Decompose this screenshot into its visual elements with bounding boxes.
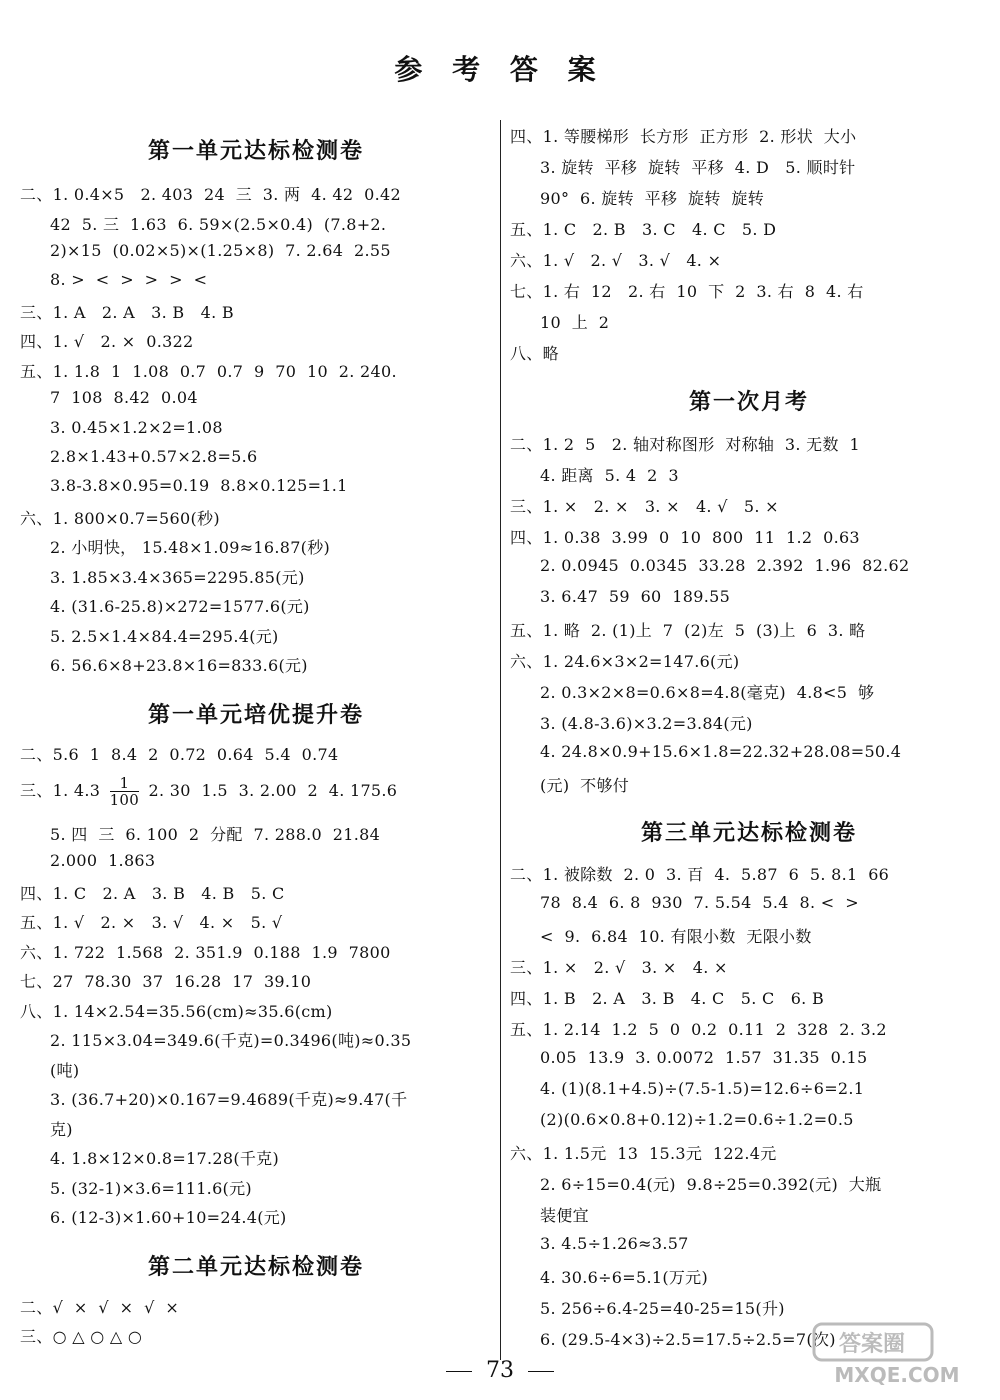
answer-line: 三、1. × 2. × 3. × 4. √ 5. × bbox=[510, 497, 779, 516]
answer-line: 2. 115×3.04=349.6(千克)=0.3496(吨)≈0.35 bbox=[50, 1031, 412, 1050]
answer-line: 2. 小明快， 15.48×1.09≈16.87(秒) bbox=[50, 538, 331, 557]
answer-line: 4. (31.6-25.8)×272=1577.6(元) bbox=[50, 597, 310, 616]
section-title: 第一次月考 bbox=[688, 390, 809, 415]
answer-line: 42 5. 三 1.63 6. 59×(2.5×0.4) (7.8+2. bbox=[50, 215, 387, 234]
answer-line: 7 108 8.42 0.04 bbox=[50, 388, 198, 407]
answer-line: 10 上 2 bbox=[540, 313, 610, 332]
answer-text: 2. 30 1.5 3. 2.00 2 4. 175.6 bbox=[143, 781, 398, 800]
answer-line: 四、1. C 2. A 3. B 4. B 5. C bbox=[20, 884, 285, 903]
answer-line: 2. 6÷15=0.4(元) 9.8÷25=0.392(元) 大瓶 bbox=[540, 1175, 882, 1194]
answer-line: 6. 56.6×8+23.8×16=833.6(元) bbox=[50, 656, 308, 675]
answer-line: (元) 不够付 bbox=[540, 776, 630, 795]
answer-line: 四、1. 0.38 3.99 0 10 800 11 1.2 0.63 bbox=[510, 528, 860, 547]
answer-line: 3. 旋转 平移 旋转 平移 4. D 5. 顺时针 bbox=[540, 158, 856, 177]
answer-line: 八、1. 14×2.54=35.56(cm)≈35.6(cm) bbox=[20, 1002, 333, 1021]
answer-line: 4. 1.8×12×0.8=17.28(千克) bbox=[50, 1149, 280, 1168]
answer-line: 五、1. 略 2. (1)上 7 (2)左 5 (3)上 6 3. 略 bbox=[510, 621, 866, 640]
section-title: 第一单元达标检测卷 bbox=[147, 139, 364, 164]
answer-line: 六、1. 24.6×3×2=147.6(元) bbox=[510, 652, 740, 671]
answer-line: (2)(0.6×0.8+0.12)÷1.2=0.6÷1.2=0.5 bbox=[540, 1110, 854, 1129]
answer-line: 4. (1)(8.1+4.5)÷(7.5-1.5)=12.6÷6=2.1 bbox=[540, 1079, 865, 1098]
answer-line: < 9. 6.84 10. 有限小数 无限小数 bbox=[540, 927, 812, 946]
answer-line: 五、1. C 2. B 3. C 4. C 5. D bbox=[510, 220, 777, 239]
answer-line: 六、1. √ 2. √ 3. √ 4. × bbox=[510, 251, 722, 270]
answer-line: 2.000 1.863 bbox=[50, 851, 156, 870]
answer-line: 2)×15 (0.02×5)×(1.25×8) 7. 2.64 2.55 bbox=[50, 241, 391, 260]
answer-line: 3. (4.8-3.6)×3.2=3.84(元) bbox=[540, 714, 753, 733]
column-divider bbox=[500, 120, 501, 1360]
answer-line: 5. 四 三 6. 100 2 分配 7. 288.0 21.84 bbox=[50, 825, 381, 844]
answer-line: 七、1. 右 12 2. 右 10 下 2 3. 右 8 4. 右 bbox=[510, 282, 864, 301]
answer-line: (吨) bbox=[50, 1061, 80, 1080]
answer-line: 6. (29.5-4×3)÷2.5=17.5÷2.5=7(次) bbox=[540, 1330, 836, 1349]
answer-line: 二、5.6 1 8.4 2 0.72 0.64 5.4 0.74 bbox=[20, 745, 339, 764]
answer-line: 二、1. 0.4×5 2. 403 24 三 3. 两 4. 42 0.42 bbox=[20, 185, 401, 204]
section-title: 第二单元达标检测卷 bbox=[147, 1255, 364, 1280]
answer-line: 五、1. √ 2. × 3. √ 4. × 5. √ bbox=[20, 913, 283, 932]
answer-line: 三、○ △ ○ △ ○ bbox=[20, 1327, 143, 1346]
answer-line: 4. 24.8×0.9+15.6×1.8=22.32+28.08=50.4 bbox=[540, 742, 902, 761]
answer-line: 8. > < > > > < bbox=[50, 270, 208, 289]
fraction-numerator: 1 bbox=[110, 775, 140, 792]
answer-line: 六、1. 800×0.7=560(秒) bbox=[20, 509, 220, 528]
page-title: 参 考 答 案 bbox=[394, 53, 606, 86]
fraction-denominator: 100 bbox=[109, 791, 140, 809]
answer-line: 三、1. A 2. A 3. B 4. B bbox=[20, 303, 234, 322]
svg-text:答案圈: 答案圈 bbox=[838, 1332, 906, 1357]
answer-line: 三、1. × 2. √ 3. × 4. × bbox=[510, 958, 728, 977]
answer-line: 五、1. 2.14 1.2 5 0 0.2 0.11 2 328 2. 3.2 bbox=[510, 1020, 887, 1039]
answer-line: 3. 4.5÷1.26≈3.57 bbox=[540, 1234, 689, 1253]
watermark-logo bbox=[812, 1318, 982, 1390]
answer-line: 二、1. 被除数 2. 0 3. 百 4. 5.87 6 5. 8.1 66 bbox=[510, 865, 890, 884]
answer-line: 克) bbox=[50, 1120, 73, 1139]
answer-line: 3. 0.45×1.2×2=1.08 bbox=[50, 418, 223, 437]
answer-line: 4. 距离 5. 4 2 3 bbox=[540, 466, 679, 485]
section-title: 第一单元培优提升卷 bbox=[147, 703, 364, 728]
answer-line: 6. (12-3)×1.60+10=24.4(元) bbox=[50, 1208, 287, 1227]
answer-line: 二、√ × √ × √ × bbox=[20, 1298, 180, 1317]
answer-line: 3. (36.7+20)×0.167=9.4689(千克)≈9.47(千 bbox=[50, 1090, 408, 1109]
answer-line: 2. 0.3×2×8=0.6×8=4.8(毫克) 4.8<5 够 bbox=[540, 683, 875, 702]
answer-line: 2.8×1.43+0.57×2.8=5.6 bbox=[50, 447, 258, 466]
answer-line: 3. 1.85×3.4×365=2295.85(元) bbox=[50, 568, 305, 587]
answer-line: 3. 6.47 59 60 189.55 bbox=[540, 587, 731, 606]
answer-line: 0.05 13.9 3. 0.0072 1.57 31.35 0.15 bbox=[540, 1048, 868, 1067]
answer-line: 六、1. 1.5元 13 15.3元 122.4元 bbox=[510, 1144, 777, 1163]
answer-line: 5. (32-1)×3.6=111.6(元) bbox=[50, 1179, 252, 1198]
answer-line: 二、1. 2 5 2. 轴对称图形 对称轴 3. 无数 1 bbox=[510, 435, 861, 454]
page-number: 73 bbox=[0, 1358, 1000, 1383]
fraction bbox=[110, 775, 140, 808]
answer-text: 三、1. 4.3 bbox=[20, 781, 106, 800]
answer-line: 2. 0.0945 0.0345 33.28 2.392 1.96 82.62 bbox=[540, 556, 910, 575]
answer-line: 七、27 78.30 37 16.28 17 39.10 bbox=[20, 972, 312, 991]
answer-line: 六、1. 722 1.568 2. 351.9 0.188 1.9 7800 bbox=[20, 943, 391, 962]
answer-line: 90° 6. 旋转 平移 旋转 旋转 bbox=[540, 189, 764, 208]
answer-line: 5. 2.5×1.4×84.4=295.4(元) bbox=[50, 627, 279, 646]
answer-line: 四、1. B 2. A 3. B 4. C 5. C 6. B bbox=[510, 989, 825, 1008]
answer-line: 四、1. √ 2. × 0.322 bbox=[20, 332, 194, 351]
answer-line: 四、1. 等腰梯形 长方形 正方形 2. 形状 大小 bbox=[510, 127, 857, 146]
answer-line: 八、略 bbox=[510, 344, 559, 363]
section-title: 第三单元达标检测卷 bbox=[640, 821, 857, 846]
answer-line: 3.8-3.8×0.95=0.19 8.8×0.125=1.1 bbox=[50, 476, 348, 495]
answer-line: 5. 256÷6.4-25=40-25=15(升) bbox=[540, 1299, 785, 1318]
svg-text:MXQE.COM: MXQE.COM bbox=[834, 1363, 960, 1387]
answer-line: 78 8.4 6. 8 930 7. 5.54 5.4 8. < > bbox=[540, 893, 859, 912]
answer-line: 五、1. 1.8 1 1.08 0.7 0.7 9 70 10 2. 240. bbox=[20, 362, 397, 381]
answer-line: 4. 30.6÷6=5.1(万元) bbox=[540, 1268, 708, 1287]
answer-line: 装便宜 bbox=[540, 1206, 589, 1225]
answer-line bbox=[20, 775, 492, 808]
